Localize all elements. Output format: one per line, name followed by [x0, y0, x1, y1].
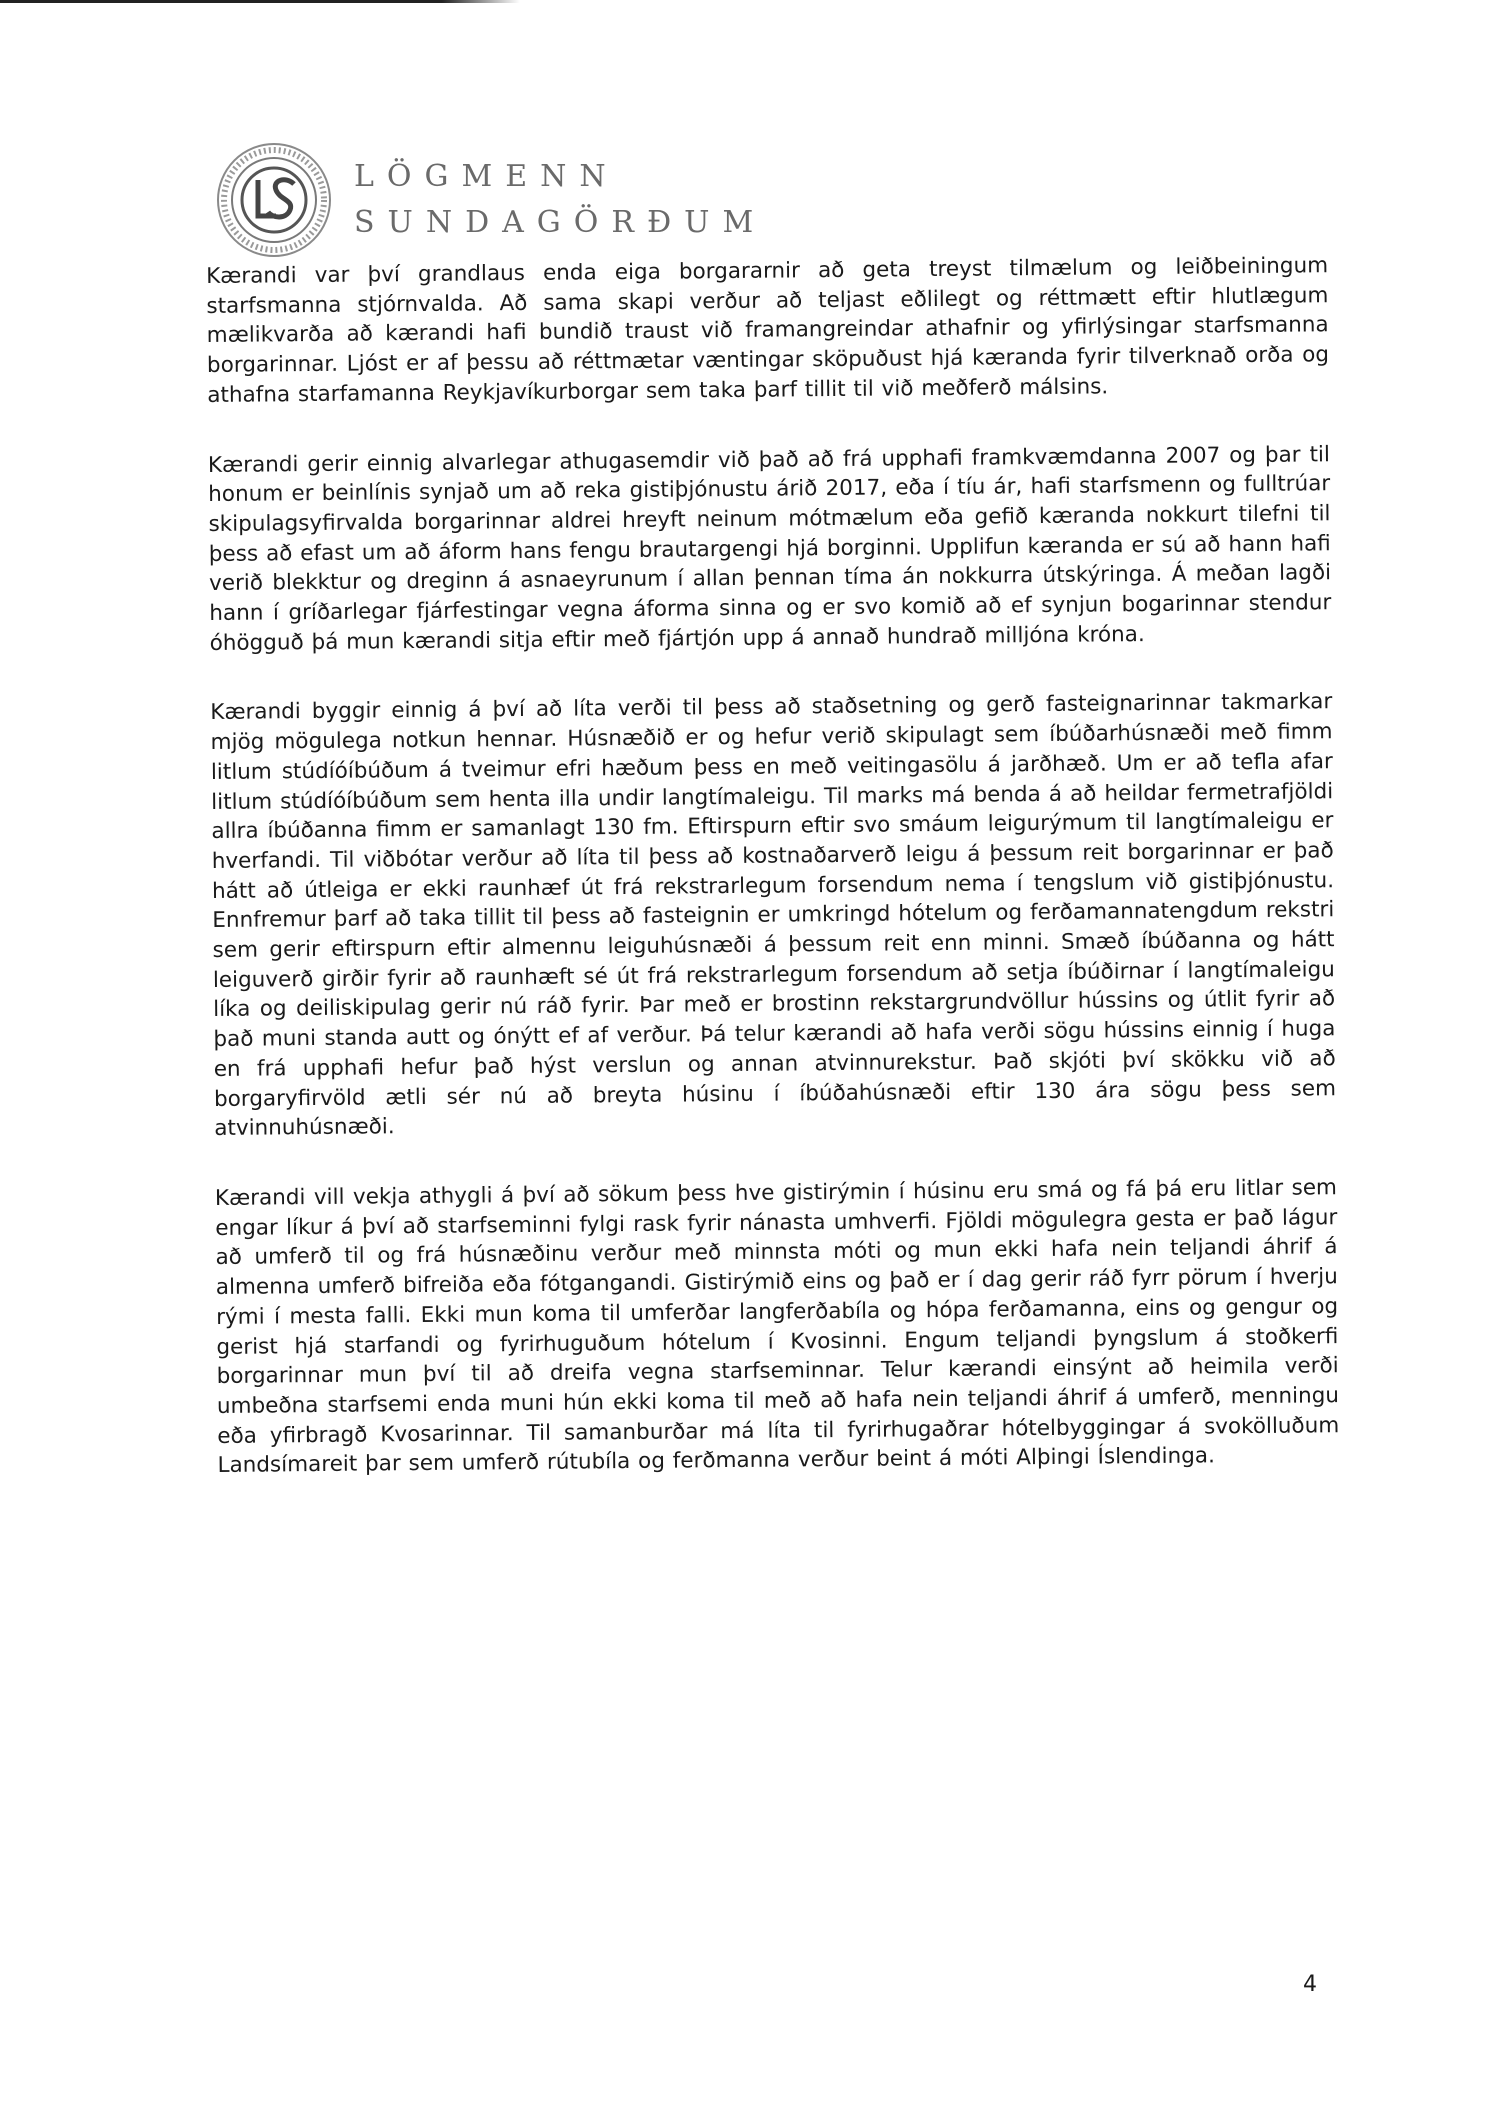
letterhead — [214, 140, 767, 258]
firm-name — [354, 154, 766, 246]
firm-name-line2: SUNDAGÖRÐUM — [354, 205, 767, 240]
firm-seal-logo — [214, 140, 334, 260]
page-number: 4 — [1303, 1972, 1317, 1997]
paragraph-3: Kærandi byggir einnig á því að líta verði til þess að staðsetning og gerð fasteignarinnar takmarkar mjög mögulega notkun hennar. Húsnæðið er og hefur verið skipulagt sem íbúðarhúsnæði með fimm litlum stúdíóíbúðum á tveimur efri hæðum þess en með veitingasölu á jarðhæð. Um er að tefla afar litlum stúdíóíbúðum sem henta illa undir langtímaleigu. Til marks má benda á að heildar fermetrafjöldi allra íbúðanna fimm er samanlagt 130 fm. Eftirspurn eftir svo smáum leigurýmum til langtímaleigu er hverfandi. Til viðbótar verður að líta til þess að kostnaðarverð leigu á þessum reit borgarinnar er það hátt að útleiga er ekki raunhæf út frá rekstrarlegum forsendum nema í tengslum við gistiþjónustu. Ennfremur þarf að taka tillit til þess að fasteignin er umkringd hótelum og ferðamannatengdum rekstri sem gerir eftirspurn eftir almennu leiguhúsnæði á þessum reit enn minni. Smæð íbúðanna og hátt leiguverð girðir fyrir að raunhæft sé út frá rekstrarlegum forsendum að setja íbúðirnar í langtímaleigu líka og deiliskipulag gerir nú ráð fyrir. Þar með er brostinn rekstargrundvöllur hússins og útlit fyrir að það muni standa autt og ónýtt ef af verður. Þá telur kærandi að hafa verði sögu hússins einnig í huga en frá upphafi hefur það hýst verslun og annan atvinnurekstur. Það skjóti því skökku við að borgaryfirvöld ætli sér nú að breyta húsinu í íbúðahúsnæði eftir 130 ára sögu þess sem atvinnuhúsnæði. — [210, 689, 1337, 1142]
document-body — [206, 251, 1340, 1521]
paragraph-1: Kærandi var því grandlaus enda eiga borgararnir að geta treyst tilmælum og leiðbeiningum starfsmanna stjórnvalda. Að sama skapi verður að teljast eðlilegt og réttmætt eftir hlutlægum mælikvarða að kærandi hafi bundið traust við framangreindar athafnir og yfirlýsingar starfsmanna borgarinnar. Ljóst er af þessu að réttmætar væntingar sköpuðust hjá kæranda fyrir tilverknað orða og athafna starfamanna Reykjavíkurborgar sem taka þarf tillit til við meðferð málsins. — [206, 253, 1330, 408]
paragraph-4: Kærandi vill vekja athygli á því að sökum þess hve gistirýmin í húsinu eru smá og fá þá eru litlar sem engar líkur á því að starfseminni fylgi rask fyrir nánasta umhverfi. Fjöldi mögulegra gesta er það lágur að umferð til og frá húsnæðinu verður með minnsta móti og mun ekki hafa nein teljandi áhrif á almenna umferð bifreiða eða fótgangandi. Gistirýmið eins og það er í dag gerir ráð fyrr pörum í hverju rými í mesta falli. Ekki mun koma til umferðar langferðabíla og hópa ferðamanna, eins og gengur og gerist hjá starfandi og fyrirhuguðum hótelum í Kvosinni. Engum teljandi þyngslum á stoðkerfi borgarinnar mun því til að dreifa vegna starfseminnar. Telur kærandi einsýnt að heimila verði umbeðna starfsemi enda muni hún ekki koma til með að hafa nein teljandi áhrif á umferð, menningu eða yfirbragð Kvosarinnar. Til samanburðar má líta til fyrirhugaðrar hótelbyggingar á svokölluðum Landsímareit þar sem umferð rútubíla og ferðmanna verður beint á móti Alþingi Íslendinga. — [214, 1175, 1340, 1479]
scan-edge-line — [0, 0, 520, 3]
paragraph-2: Kærandi gerir einnig alvarlegar athugasemdir við það að frá upphafi framkvæmdanna 2007 og þar til honum er beinlínis synjað um að reka gistiþjónustu árið 2017, eða í tíu ár, hafi starfsmenn og fulltrúar skipulagsyfirvalda borgarinnar aldrei hreyft neinum mótmælum eða gefið kæranda nokkurt tilefni til þess að efast um að áform hans fengu brautargengi hjá borginni. Upplifun kæranda er sú að hann hafi verið blekktur og dreginn á asnaeyrunum í allan þennan tíma án nokkurra útskýringa. Á meðan lagði hann í gríðarlegar fjárfestingar vegna áforma sinna og er svo komið að ef synjun bogarinnar stendur óhögguð þá mun kærandi sitja eftir með fjártjón upp á annað hundrað milljóna króna. — [207, 441, 1332, 656]
firm-name-line1: LÖGMENN — [354, 159, 619, 194]
